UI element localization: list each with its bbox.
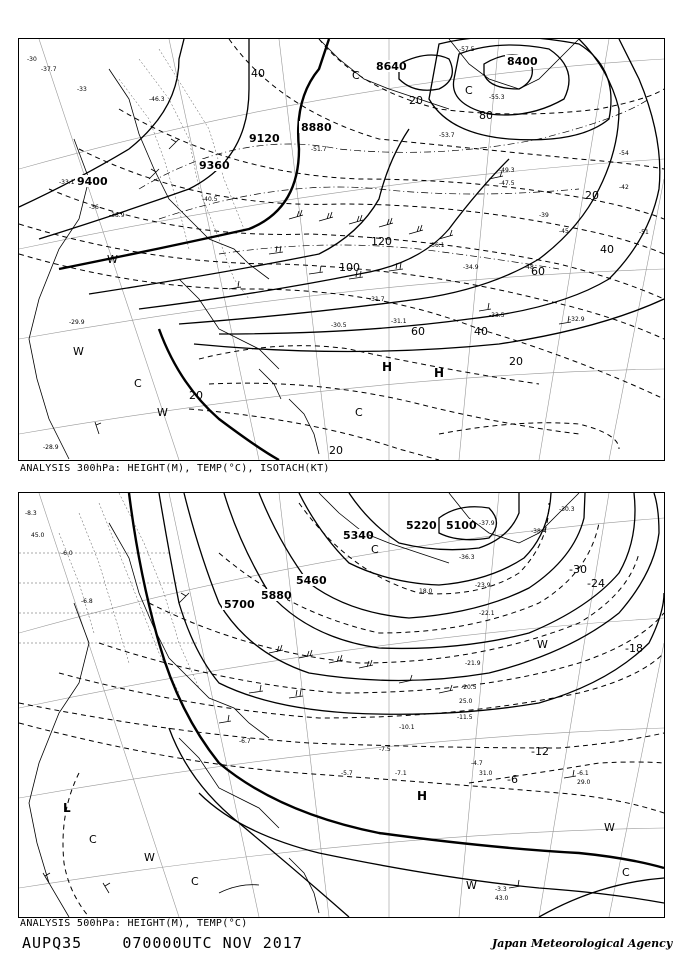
temp-label: -36 <box>89 204 99 211</box>
warm-symbol: W <box>157 406 168 419</box>
isotach-label: 20 <box>189 389 203 402</box>
height-label: 8400 <box>507 55 538 68</box>
product-code: AUPQ35 <box>22 934 83 952</box>
high-symbol: H <box>382 360 393 374</box>
station-obs-value: -10.1 <box>399 724 415 731</box>
station-obs-value: -53.7 <box>439 132 455 139</box>
station-obs-value: -38.9 <box>109 212 125 219</box>
cold-symbol: C <box>352 69 360 82</box>
station-obs-value: 45.0 <box>31 532 45 539</box>
chart-identifier <box>22 934 303 952</box>
isotach-label: 20 <box>409 94 423 107</box>
station-obs-value: -21.9 <box>465 660 481 667</box>
station-obs-value: -46.3 <box>149 96 165 103</box>
cold-symbol: C <box>134 377 142 390</box>
station-obs-value: 31.0 <box>479 770 493 777</box>
height-label: 8880 <box>301 121 332 134</box>
station-obs <box>41 46 585 451</box>
temp-label: -12 <box>531 745 549 758</box>
warm-symbol: W <box>144 851 155 864</box>
caption-300hpa: ANALYSIS 300hPa: HEIGHT(M), TEMP(°C), ISOTACH(KT) <box>20 463 330 474</box>
station-obs-value: -29.9 <box>69 319 85 326</box>
height-label: 9120 <box>249 132 280 145</box>
height-label: 5460 <box>296 574 327 587</box>
warm-symbol: W <box>537 638 548 651</box>
station-obs-value: -20.5 <box>461 684 477 691</box>
isotach-label: 20 <box>585 189 599 202</box>
height-label: 5880 <box>261 589 292 602</box>
temp-label: -30 <box>27 56 37 63</box>
temp-label-group <box>507 563 643 786</box>
isotach-label: 80 <box>479 109 493 122</box>
station-obs-value: -57.5 <box>459 46 475 53</box>
station-obs-value: -49.3 <box>499 167 515 174</box>
station-obs-value: 43.0 <box>495 895 509 902</box>
latlon-grid <box>19 39 664 460</box>
warm-symbol: W <box>466 879 477 892</box>
map-300hpa-canvas <box>19 39 664 460</box>
height-label: 5100 <box>446 519 477 532</box>
station-obs-value: -6.7 <box>239 738 251 745</box>
station-obs-value: -6.8 <box>81 598 93 605</box>
valid-time: 070000UTC NOV 2017 <box>122 934 303 952</box>
station-obs-value: -6.0 <box>61 550 73 557</box>
cold-symbol: C <box>191 875 199 888</box>
height-label-group <box>75 55 538 188</box>
station-obs-value: -11.5 <box>457 714 473 721</box>
isotach-lines <box>139 99 649 269</box>
height-label: 5220 <box>406 519 437 532</box>
temp-label: -6 <box>507 773 518 786</box>
temp-label: -24 <box>587 577 605 590</box>
caption-500hpa: ANALYSIS 500hPa: HEIGHT(M), TEMP(°C) <box>20 918 248 929</box>
station-obs-value: -30.5 <box>331 322 347 329</box>
temp-label: -18 <box>625 642 643 655</box>
warm-symbol: W <box>73 345 84 358</box>
isotach-label: 100 <box>339 261 360 274</box>
height-label: 5340 <box>343 529 374 542</box>
station-obs-value: -23.9 <box>475 582 491 589</box>
height-contours <box>19 39 664 460</box>
station-obs-value: -32.9 <box>569 316 585 323</box>
isotach-label: 60 <box>531 265 545 278</box>
temp-label: -45 <box>559 228 569 235</box>
station-obs-value: -3.3 <box>495 886 507 893</box>
cold-symbol: C <box>355 406 363 419</box>
cold-symbol: C <box>89 833 97 846</box>
temp-label-group <box>27 56 649 271</box>
height-label: 9400 <box>77 175 108 188</box>
analysis-300hpa-map <box>18 38 665 461</box>
warm-symbol: W <box>107 253 118 266</box>
temp-label: -30 <box>569 563 587 576</box>
cold-symbol: C <box>465 84 473 97</box>
station-obs-value: -6.1 <box>577 770 589 777</box>
pressure-symbols <box>73 69 473 419</box>
station-obs-value: -7.1 <box>395 770 407 777</box>
station-obs-value: -31.7 <box>369 296 385 303</box>
high-symbol: H <box>434 366 445 380</box>
temp-label: -51 <box>639 229 649 236</box>
station-obs-value: -38.4 <box>531 528 547 535</box>
isotach-label: 40 <box>600 243 614 256</box>
temp-label: -42 <box>619 184 629 191</box>
high-symbol: H <box>417 789 428 803</box>
analysis-500hpa-map <box>18 492 665 918</box>
station-obs-value: -47.5 <box>499 180 515 187</box>
station-obs-value: -8.3 <box>25 510 37 517</box>
agency-name: Japan Meteorological Agency <box>492 937 673 950</box>
station-obs-value: -37.9 <box>479 520 495 527</box>
station-obs-value: -30.3 <box>559 506 575 513</box>
wind-barbs <box>43 593 576 893</box>
low-symbol: L <box>63 801 71 815</box>
station-obs-value: -4.7 <box>471 760 483 767</box>
station-obs-value: -37.7 <box>41 66 57 73</box>
station-obs-value: -22.1 <box>479 610 495 617</box>
station-obs-value: -33.1 <box>59 179 75 186</box>
height-label: 8640 <box>376 60 407 73</box>
isotherm-lines <box>19 39 664 460</box>
isotach-label: 120 <box>371 235 392 248</box>
station-obs-value: -5.7 <box>341 770 353 777</box>
station-obs-value: -36.3 <box>459 554 475 561</box>
warm-symbol: W <box>604 821 615 834</box>
temp-label: -48 <box>524 264 534 271</box>
isotach-label: 60 <box>411 325 425 338</box>
station-obs-value: 25.0 <box>459 698 473 705</box>
map-500hpa-canvas <box>19 493 664 917</box>
station-obs-value: -55.3 <box>489 94 505 101</box>
isotach-label: 40 <box>251 67 265 80</box>
cold-symbol: C <box>371 543 379 556</box>
isotach-label: 40 <box>474 325 488 338</box>
station-obs-value: -51.7 <box>311 146 327 153</box>
isotach-label: 20 <box>329 444 343 457</box>
station-obs-value: -36.1 <box>429 242 445 249</box>
station-obs-value: -33.5 <box>489 312 505 319</box>
station-obs-value: 18.0 <box>419 588 433 595</box>
station-obs-value: -28.9 <box>43 444 59 451</box>
temp-label: -54 <box>619 150 629 157</box>
temp-label: -33 <box>77 86 87 93</box>
temp-label: -39 <box>539 212 549 219</box>
station-obs-value: -31.1 <box>391 318 407 325</box>
height-label: 5700 <box>224 598 255 611</box>
height-label: 9360 <box>199 159 230 172</box>
station-obs-value: -34.9 <box>463 264 479 271</box>
isotach-label: 20 <box>509 355 523 368</box>
station-obs-value: -40.5 <box>202 196 218 203</box>
isotherm-lines <box>19 503 664 917</box>
station-obs-value: 29.0 <box>577 779 591 786</box>
cold-symbol: C <box>622 866 630 879</box>
station-obs-value: -7.5 <box>379 746 391 753</box>
